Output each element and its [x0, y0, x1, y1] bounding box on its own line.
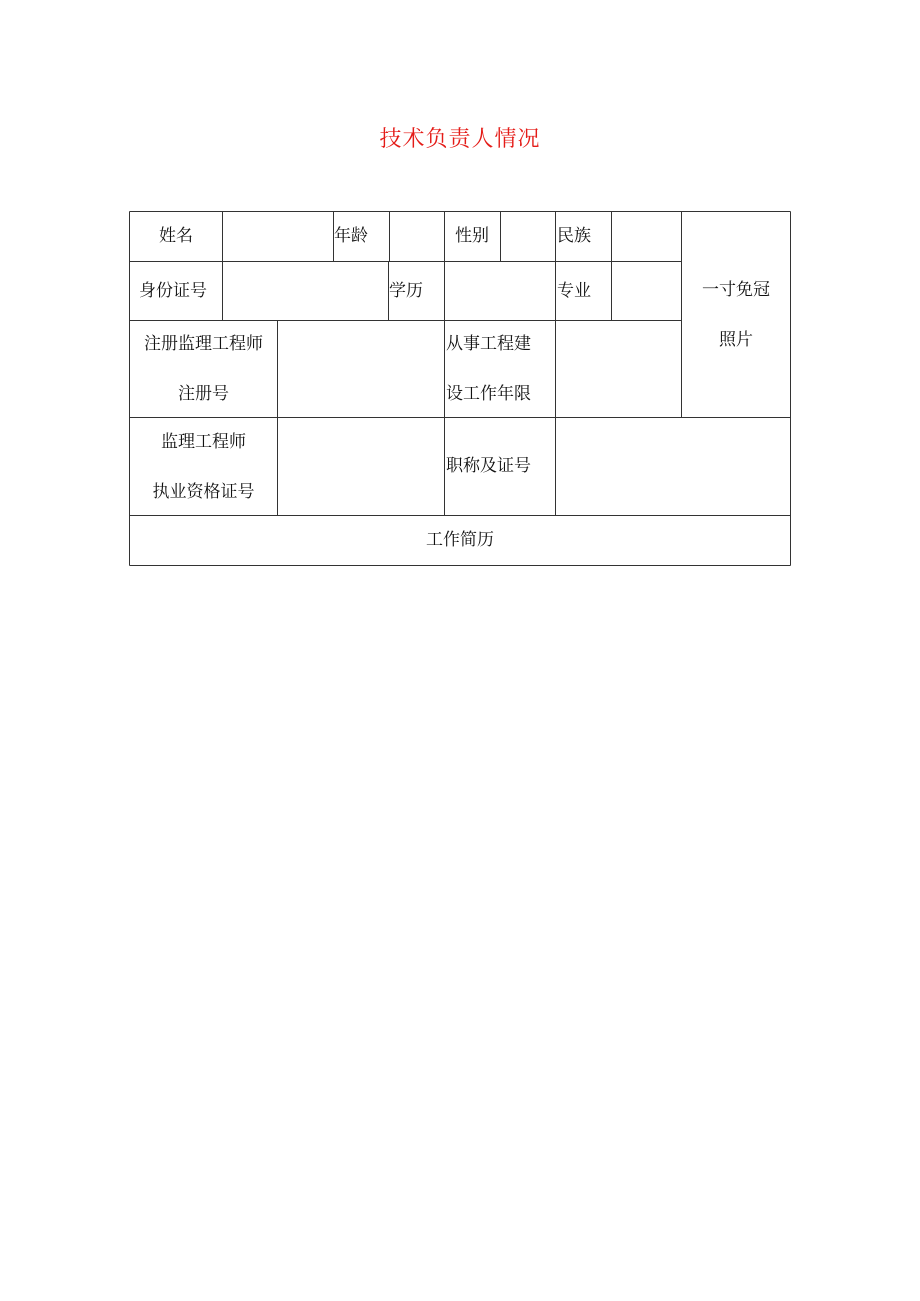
work-history-label: 工作简历 [426, 530, 494, 550]
reg-number-field[interactable] [279, 321, 443, 416]
title-cert-label: 职称及证号 [446, 456, 531, 476]
id-label: 身份证号 [139, 281, 207, 301]
info-form-table [129, 211, 791, 566]
years-label-line1: 从事工程建 [446, 334, 531, 354]
age-label: 年龄 [334, 226, 368, 246]
cert-label-line1: 监理工程师 [161, 432, 246, 452]
education-field[interactable] [445, 262, 554, 319]
photo-label-line2: 照片 [719, 330, 753, 350]
photo-placeholder[interactable] [682, 212, 790, 416]
years-field[interactable] [557, 321, 680, 416]
major-field[interactable] [612, 262, 680, 319]
name-field[interactable] [223, 212, 332, 260]
age-field[interactable] [390, 212, 443, 260]
ethnicity-field[interactable] [612, 212, 680, 260]
id-field[interactable] [223, 262, 387, 319]
gender-label: 性别 [455, 226, 489, 246]
major-label: 专业 [557, 281, 591, 301]
page-title: 技术负责人情况 [379, 127, 541, 152]
years-label-line2: 设工作年限 [446, 384, 531, 404]
cert-number-field[interactable] [279, 419, 443, 514]
title-cert-field[interactable] [557, 419, 790, 514]
reg-label-line1: 注册监理工程师 [144, 334, 263, 354]
ethnicity-label: 民族 [557, 226, 591, 246]
gender-field[interactable] [501, 212, 554, 260]
education-label: 学历 [389, 281, 423, 301]
cert-label-line2: 执业资格证号 [152, 482, 255, 502]
name-label: 姓名 [159, 226, 193, 246]
photo-label-line1: 一寸免冠 [702, 280, 770, 300]
reg-label-line2: 注册号 [178, 384, 229, 404]
